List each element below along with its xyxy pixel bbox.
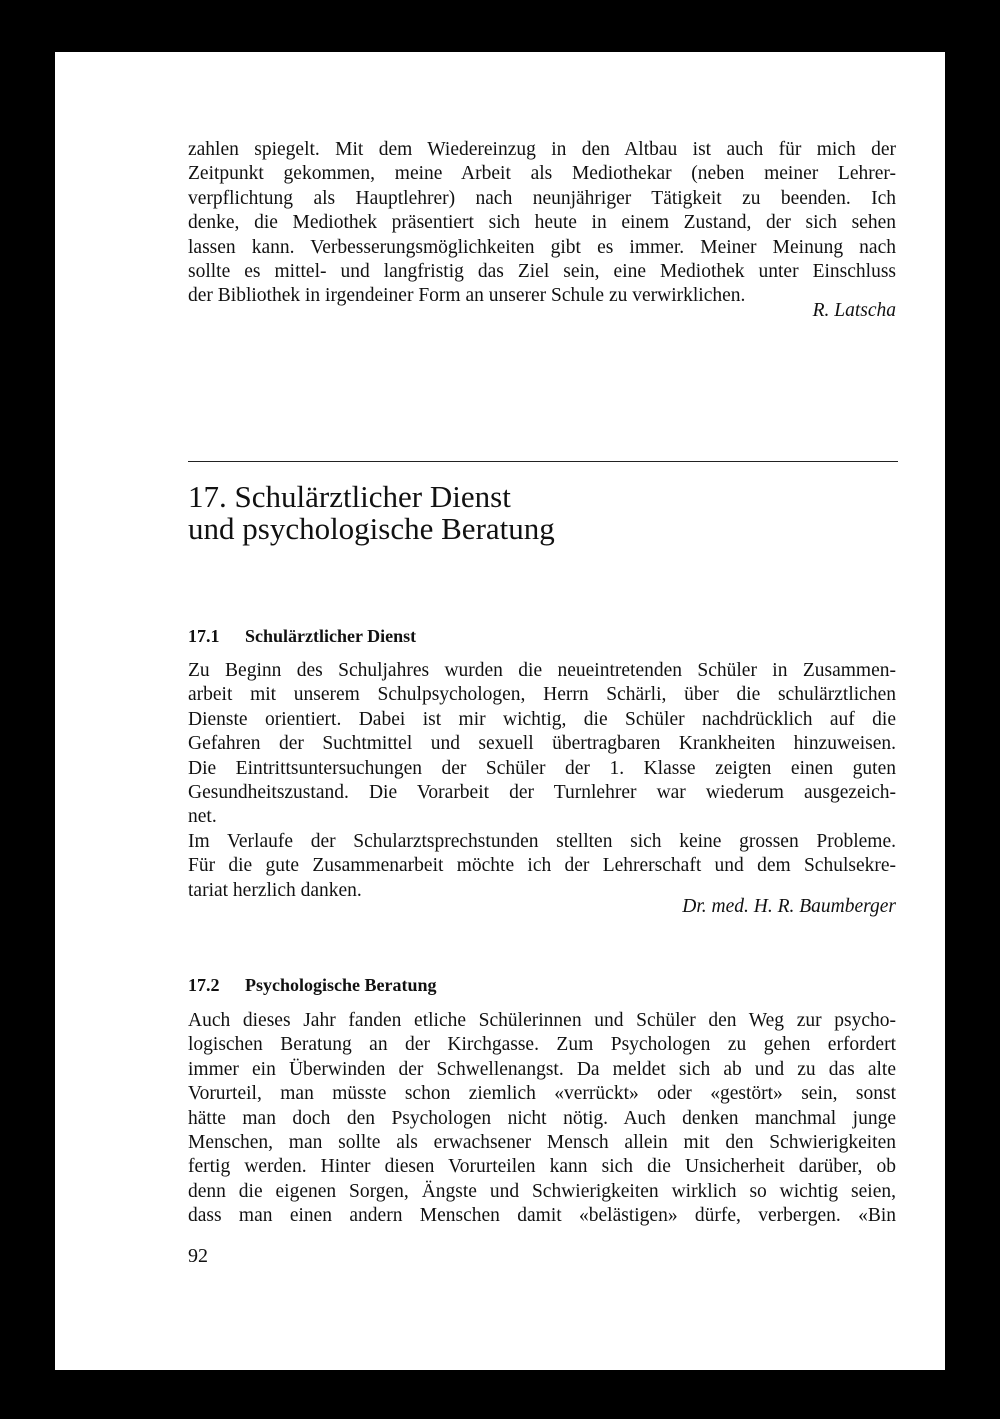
section-number: 17.2 [188, 975, 220, 995]
text-line: Im Verlaufe der Schularztsprechstunden stellten sich keine grossen Probleme. [188, 830, 896, 852]
chapter-heading [188, 481, 896, 545]
section-title: Psychologische Beratung [245, 975, 437, 995]
section-heading-17-2 [188, 974, 896, 996]
text-line: Die Eintrittsuntersuchungen der Schüler der 1. Klasse zeigten einen guten [188, 757, 896, 779]
text-line: Gesundheitszustand. Die Vorarbeit der Turnlehrer war wiederum ausgezeich- [188, 782, 896, 804]
text-line: hätte man doch den Psychologen nicht nötig. Auch denken manchmal junge [188, 1107, 896, 1129]
text-line: Auch dieses Jahr fanden etliche Schülerinnen und Schüler den Weg zur psycho- [188, 1010, 896, 1031]
intro-paragraph [188, 138, 896, 309]
text-line: zahlen spiegelt. Mit dem Wiedereinzug in den Altbau ist auch für mich der [188, 139, 896, 160]
chapter-title-line-2: und psychologische Beratung [188, 511, 555, 546]
text-line: tariat herzlich danken. [188, 879, 362, 901]
text-line: lassen kann. Verbesserungsmöglichkeiten gibt es immer. Meiner Meinung nach [188, 236, 896, 258]
section-number: 17.1 [188, 626, 220, 646]
signature-baumberger: Dr. med. H. R. Baumberger [682, 896, 896, 917]
signature-latscha: R. Latscha [812, 300, 896, 321]
chapter-title-line-1: 17. Schulärztlicher Dienst [188, 479, 511, 514]
page-number: 92 [188, 1245, 208, 1267]
text-line: net. [188, 806, 217, 828]
text-line: denn die eigenen Sorgen, Ängste und Schwierigkeiten wirklich so wichtig seien, [188, 1180, 896, 1202]
text-line: logischen Beratung an der Kirchgasse. Zum Psychologen zu gehen erfordert [188, 1034, 896, 1056]
section1-paragraph [188, 659, 896, 903]
text-line: Für die gute Zusammenarbeit möchte ich der Lehrerschaft und dem Schulsekre- [188, 855, 896, 877]
section-title: Schulärztlicher Dienst [245, 626, 417, 646]
text-line: fertig werden. Hinter diesen Vorurteilen kann sich die Unsicherheit darüber, ob [188, 1156, 896, 1178]
text-line: Zu Beginn des Schuljahres wurden die neueintretenden Schüler in Zusammen- [188, 660, 896, 681]
text-line: arbeit mit unserem Schulpsychologen, Herrn Schärli, über die schulärztlichen [188, 684, 896, 706]
text-line: dass man einen andern Menschen damit «belästigen» dürfe, verbergen. «Bin [188, 1205, 896, 1227]
section2-paragraph [188, 1009, 896, 1229]
text-line: denke, die Mediothek präsentiert sich heute in einem Zustand, der sich sehen [188, 212, 896, 234]
text-line: Gefahren der Suchtmittel und sexuell übertragbaren Krankheiten hinzuweisen. [188, 733, 896, 755]
text-line: Vorurteil, man müsste schon ziemlich «verrückt» oder «gestört» sein, sonst [188, 1083, 896, 1105]
text-line: Zeitpunkt gekommen, meine Arbeit als Mediothekar (neben meiner Lehrer- [188, 163, 896, 185]
text-line: verpflichtung als Hauptlehrer) nach neunjähriger Tätigkeit zu beenden. Ich [188, 187, 896, 209]
text-line: immer ein Überwinden der Schwellenangst. Da meldet sich ab und zu das alte [188, 1058, 896, 1080]
section-heading-17-1 [188, 625, 896, 647]
text-line: sollte es mittel- und langfristig das Ziel sein, eine Mediothek unter Einschluss [188, 261, 896, 283]
text-line: Dienste orientiert. Dabei ist mir wichtig, die Schüler nachdrücklich auf die [188, 708, 896, 730]
text-line: Menschen, man sollte als erwachsener Mensch allein mit den Schwierigkeiten [188, 1132, 896, 1154]
text-line: der Bibliothek in irgendeiner Form an unserer Schule zu verwirklichen. [188, 285, 746, 307]
document-page [55, 52, 945, 1370]
chapter-divider [188, 461, 898, 462]
